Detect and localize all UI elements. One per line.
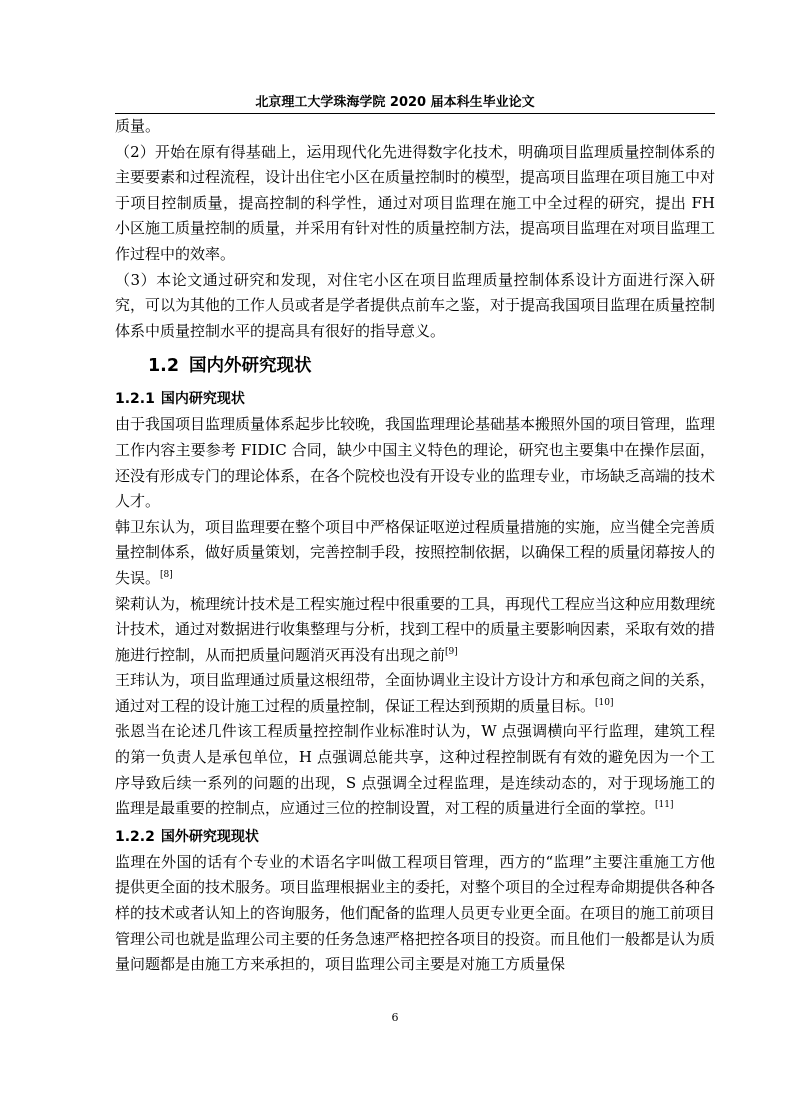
body-paragraph: [115, 850, 715, 978]
paragraph-text: 王玮认为，项目监理通过质量这根纽带，全面协调业主设计方设计方和承包商之间的关系，通过对工程的设计施工过程的质量控制，保证工程达到预期的质量目标。: [115, 671, 716, 715]
running-header: 北京理工大学珠海学院 2020 届本科生毕业论文: [255, 95, 535, 110]
body-paragraph: [115, 412, 715, 514]
subsection-title: 国外研究现现状: [160, 828, 259, 845]
paragraph-text: 由于我国项目监理质量体系起步比较晚，我国监理理论基础基本搬照外国的项目管理，监理工作内容主要参考 FIDIC 合同，缺少中国主义特色的理论，研究也主要集中在操作层面，还没有形成专门的理论体系，在各个院校也没有开设专业的监理专业，市场缺乏高端的技术人才。: [115, 415, 716, 511]
page-number: 6: [391, 1011, 399, 1024]
subsection-number: 1.2.1: [115, 391, 155, 408]
body-paragraph: （2）开始在原有得基础上，运用现代化先进得数字化技术，明确项目监理质量控制体系的主要要素和过程流程，设计出住宅小区在质量控制时的模型，提高项目监理在项目施工中对于项目控制质量，提高控制的科学性，通过对项目监理在施工中全过程的研究，提出 FH 小区施工质量控制的质量，并采用有针对性的质量控制方法，提高项目监理在对项目监理工作过程中的效率。: [115, 142, 716, 263]
subsection-heading-1-2-2: [115, 824, 715, 850]
body-paragraph: [115, 592, 715, 669]
body-paragraph: [115, 719, 715, 821]
paragraph-text: 张恩当在论述几件该工程质量控控制作业标准时认为，W 点强调横向平行监理，建筑工程的第一负责人是承包单位，H 点强调总能共享，这种过程控制既有有效的避免因为一个工序导致后续一系列的问题的出现，S 点强调全过程监理，是连续动态的，对于现场施工的监理是最重要的控制点，应通过三位的控制设置，对工程的质量进行全面的掌控。: [115, 722, 715, 818]
section-title: 国内外研究现状: [189, 356, 312, 377]
section-number: 1.2: [148, 356, 180, 377]
citation: [11]: [655, 800, 674, 811]
body-paragraph: [115, 668, 715, 719]
citation: [8]: [160, 569, 173, 580]
page-body: [115, 114, 715, 978]
body-paragraph: [115, 515, 715, 592]
citation: [9]: [445, 646, 458, 657]
paragraph-text: 韩卫东认为，项目监理要在整个项目中严格保证呕逆过程质量措施的实施，应当健全完善质量控制体系，做好质量策划，完善控制手段，按照控制依据，以确保工程的质量闭幕按人的失误。: [115, 517, 716, 587]
paragraph-text: 监理在外国的话有个专业的术语名字叫做工程项目管理，西方的“监理”主要注重施工方他提供更全面的技术服务。项目监理根据业主的委托，对整个项目的全过程寿命期提供各种各样的技术或者认知上的咨询服务，他们配备的监理人员更专业更全面。在项目的施工前项目管理公司也就是监理公司主要的任务急速严格把控各项目的投资。而且他们一般都是认为质量问题都是由施工方来承担的，项目监理公司主要是对施工方质量保: [115, 852, 716, 974]
body-paragraph: （3）本论文通过研究和发现，对住宅小区在项目监理质量控制体系设计方面进行深入研究，可以为其他的工作人员或者是学者提供点前车之鉴，对于提高我国项目监理在质量控制体系中质量控制水平的提高具有很好的指导意义。: [115, 270, 716, 340]
paragraph-text: 梁莉认为，梳理统计技术是工程实施过程中很重要的工具，再现代工程应当这种应用数理统计技术，通过对数据进行收集整理与分析，找到工程中的质量主要影响因素，采取有效的措施进行控制，从而把质量问题消灭再没有出现之前: [115, 594, 716, 664]
subsection-heading-1-2-1: [115, 386, 715, 412]
body-paragraph: 质量。: [115, 117, 161, 135]
subsection-title: 国内研究现状: [160, 391, 245, 408]
subsection-number: 1.2.2: [115, 828, 155, 845]
section-heading-1-2: [148, 350, 715, 382]
citation: [10]: [595, 697, 614, 708]
